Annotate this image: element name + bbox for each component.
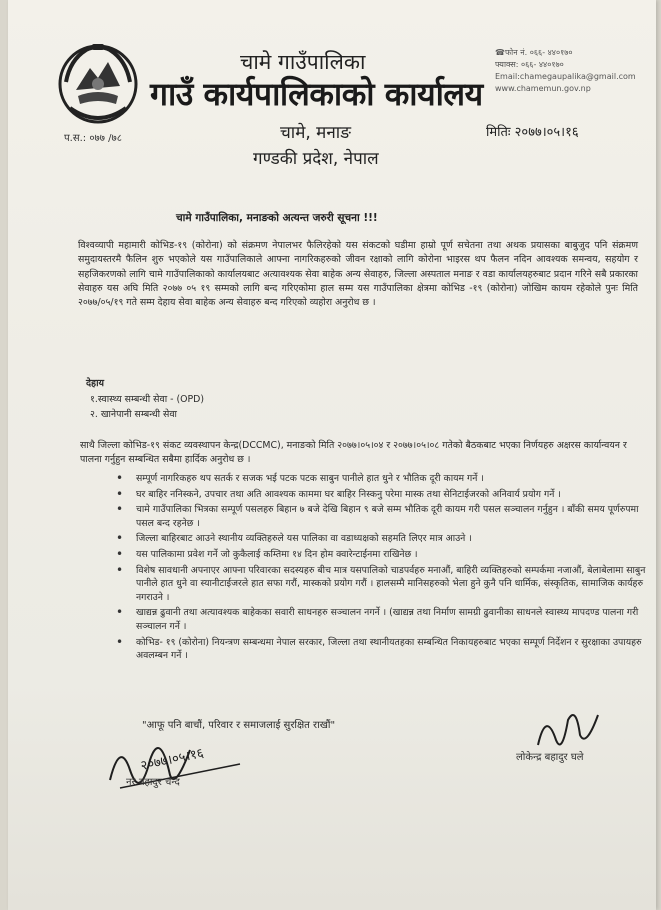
directive-item: • खाद्यन्न ढुवानी तथा अत्यावश्यक बाहेकका सवारी साधनहरु सञ्चालन नगर्ने । (खाद्यन्न तथा निर्माण सामग्री ढुवानीका साधनले स्वास्थ्य मापदण्ड पालना गरी सञ्चालन गर्ने । [116,606,646,633]
directive-item: • सम्पूर्ण नागरिकहरु थप सतर्क र सजक भई पटक पटक साबुन पानीले हात धुने र भौतिक दूरी कायम गर्ने । [116,472,646,486]
handwritten-date: २०७७।०५।१६ [139,745,206,774]
directive-item: • कोभिड- १९ (कोरोना) नियन्त्रण सम्बन्धमा नेपाल सरकार, जिल्ला तथा स्थानीयतहका सम्बन्धित निकायहरुबाट भएका सम्पूर्ण निर्देशन र सुरक्षाका उपायहरु अवलम्बन गर्ने । [116,636,646,663]
directive-item: • जिल्ला बाहिरबाट आउने स्थानीय व्यक्तिहरुले यस पालिका वा वडाध्यक्षको सहमति लिएर मात्र आउने । [116,532,646,546]
right-signature-icon [528,700,608,755]
directive-item: • यस पालिकामा प्रवेश गर्ने जो कुकैलाई कम्तिमा १४ दिन होम क्वारेन्टाईनमा राखिनेछ । [116,548,646,562]
dccmc-paragraph: साथै जिल्ला कोभिड-१९ संकट व्यवस्थापन केन्द्र(DCCMC), मनाङको मिति २०७७।०५।०४ र २०७७।०५।०८ गतेको बैठकबाट भएका निर्णयहरु अक्षरस कार्यान्वयन र पालना गर्नुहुन सम्बन्धित सबैमा हार्दिक अनुरोध छ । [80,440,627,465]
fax-line: फ्याक्स: ०६६- ४४०१७० [495,60,564,69]
contact-block [495,47,636,95]
service-item: २. खानेपानी सम्बन्धी सेवा [90,409,177,420]
section-heading: देहाय [86,378,105,389]
notice-paragraph: विश्वव्यापी महामारी कोभिड-१९ (कोरोना) को संक्रमण नेपालभर फैलिरहेको यस संकटको घडीमा हाम्रो पूर्ण सचेतना तथा अथक प्रयासका बाबुजुद पनि संक्रमण समुदायस्तरमै फैलिन शुरु भएकोले यस गाउँपालिकाले आफ्ना नागरिकहरुको जीवन रक्षाको लागि कोरोना भाइरस थप फैलन नदिन आवश्यक समन्वय, सहयोग र सहजिकरणको लागि चामे गाउँपालिकाको कार्यालयबाट अत्यावश्यक सेवा बाहेक अन्य सेवाहरु, जिल्ला अस्पताल मनाङ र वडा कार्यालयहरुबाट प्रदान गरिने सबै प्रकारका सेवाहरु यस अघि मिति २०७७ ०५ १९ सम्मको लागि बन्द गरिएकोमा हाल सम्म यस गाउँपालिका क्षेत्रमा कोभिड -१९ (कोरोना) जोखिम कायम रहेकोले पुनः मिति २०७७/०५/१९ गते सम्म देहाय सेवा बाहेक अन्य सेवाहरु बन्द गरिएको व्यहोरा अनुरोध छ । [78,240,638,309]
directive-item: • घर बाहिर ननिस्कने, उपचार तथा अति आवश्यक काममा घर बाहिर निस्कनु परेमा मास्क तथा सेनिटाईजरको अनिवार्य प्रयोग गर्ने । [116,488,646,502]
slogan: "आफू पनि बाचौं, परिवार र समाजलाई सुरक्षित राखौं" [142,720,336,731]
reference-number: प.स.: ०७७ /७८ [64,133,122,144]
municipality-name: चामे गाउँपालिका [240,50,366,74]
email-line: Email:chamegaupalika@gmail.com [495,72,636,81]
letter-date: मितिः २०७७।०५।१६ [486,125,579,140]
website-line: www.chamemun.gov.np [495,84,591,93]
notice-title: चामे गाउँपालिका, मनाङको अत्यन्त जरुरी सूचना !!! [176,212,378,224]
directive-list [116,472,646,665]
office-province: गण्डकी प्रदेश, नेपाल [253,149,379,169]
right-signatory: लोकेन्द्र बहादुर घले [516,752,584,763]
office-title: गाउँ कार्यपालिकाको कार्यालय [150,75,483,113]
directive-item: • विशेष सावधानी अपनाएर आफ्ना परिवारका सदस्यहरु बीच मात्र यसपालिको चाडपर्वहरु मनाऔं, बाहिरी व्यक्तिहरुको सम्पर्कमा नजाऔं, बेलाबेलामा साबुन पानीले हात धुने वा स्यानीटाईजरले हात सफा गरौं, मास्कको प्रयोग गरौं । हालसम्मै मानिसहरुको भेला हुने कुनै पनि धार्मिक, संस्कृतिक, सामाजिक कार्यहरु नगराउने । [116,564,646,605]
left-signature-icon [100,720,250,800]
directive-item: • चामे गाउँपालिका भित्रका सम्पूर्ण पसलहरु बिहान ७ बजे देखि बिहान ९ बजे सम्म भौतिक दूरी कायम गरी पसल सञ्चालन गर्नुहुन । बाँकी समय पूर्णरुपमा पसल बन्द रहनेछ । [116,503,646,530]
left-signatory: नर बहादुर चन्द [126,777,180,788]
letter-page [8,0,656,910]
office-location: चामे, मनाङ [280,123,352,143]
nepal-government-emblem-icon [56,38,140,126]
service-item: १.स्वास्थ्य सम्बन्धी सेवा - (OPD) [90,394,205,405]
phone-line: ☎फोन नं. ०६६- ४४०१७० [495,48,573,57]
